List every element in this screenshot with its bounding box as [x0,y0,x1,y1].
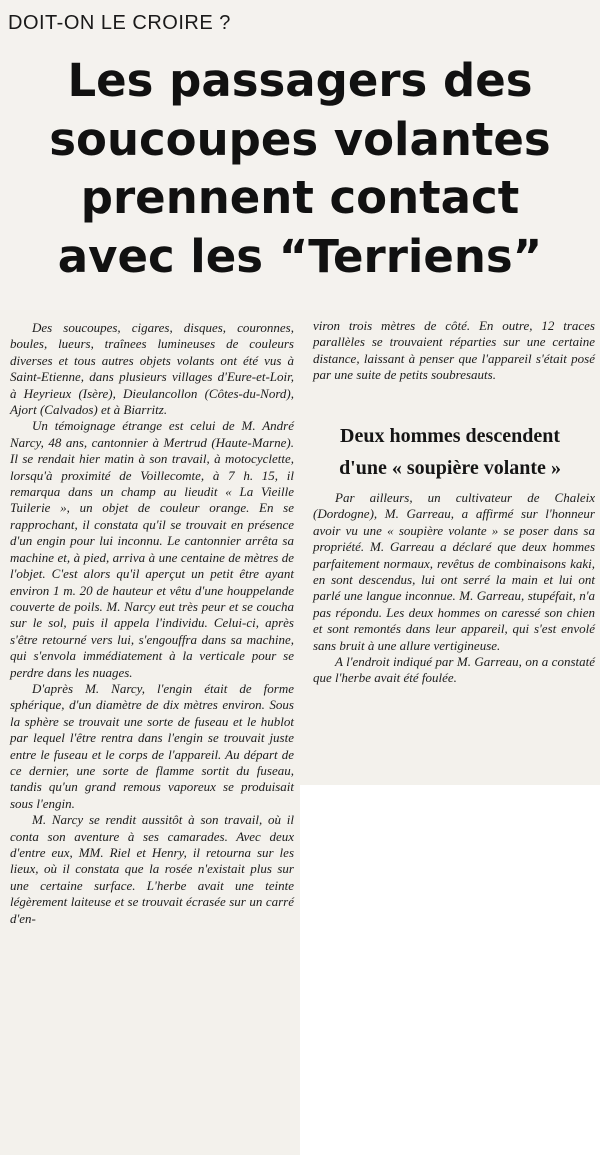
subheading [300,420,600,484]
paragraph-6: A l'endroit indiqué par M. Garreau, on a constaté que l'herbe avait été foulée. [313,654,595,686]
continuation-paragraph: viron trois mètres de côté. En outre, 12 traces parallèles se trouvaient réparties sur une certaine distance, laissant à penser que l'appareil s'était posé par une suite de petits soubresauts. [313,318,595,383]
right-column-continuation [313,318,595,384]
headline-line-2: soucoupes volantes [49,112,551,166]
paragraph-3: D'après M. Narcy, l'engin était de forme sphérique, d'un diamètre de dix mètres environ. Sous la sphère se trouvait une sorte de fuseau et le hublot par lequel l'être rentra dans l'engin se trouvait juste entre le fuseau et le corps de l'appareil. Au départ de ce dernier, une sorte de flamme sortit du fuseau, tandis qu'un grand remous vaporeux se produisait sous l'engin. [10,680,294,811]
kicker: DOIT-ON LE CROIRE ? [8,12,231,34]
subheading-line-1: Deux hommes descendent [340,425,560,447]
headline-line-3: prennent contact [80,171,520,224]
headline-line-4: avec les “Terriens” [57,229,543,283]
headline-line-1: Les passagers des [67,54,533,107]
paragraph-1: Des soucoupes, cigares, disques, couronnes, boules, lueurs, traînees lumineuses de couleurs diverses et tous autres objets volants ont été vus à Saint-Etienne, dans plusieurs villages d'Eure-et-Loir, à Heyrieux (Isère), Dieulancollon (Côtes-du-Nord), Ajort (Calvados) et à Biarritz. [10,320,294,418]
paragraph-5: Par ailleurs, un cultivateur de Chaleix (Dordogne), M. Garreau, a affirmé sur l'honneur avoir vu une « soupière volante » se poser dans sa propriété. M. Garreau a déclaré que deux hommes parfaitement normaux, revêtus de combinaisons kaki, en sont descendus, lui ont serré la main et lui ont parlé une langue inconnue. M. Garreau, stupéfait, n'a pas répondu. Les deux hommes on caressé son chien et sont remontés dans leur appareil, qui s'est envolé sans bruit à une allure vertigineuse. [313,490,595,653]
paragraph-2: Un témoignage étrange est celui de M. André Narcy, 48 ans, cantonnier à Mertrud (Haute-Marne). Il se rendait hier matin à son travail, à motocyclette, lorsqu'à proximité de Voillecomte, à 7 h. 15, il remarqua dans un champ au lieudit « La Vieille Tuilerie », un objet de couleur orange. En se rapprochant, il constata qu'il se trouvait en présence d'un engin pour lui inconnu. Le cantonnier arrêta sa machine et, à pied, arriva à une centaine de mètres de l'objet. C'est alors qu'il aperçut un petit être ayant environ 1 m. 20 de hauteur et vêtu d'une houppelande couverte de poils. M. Narcy eut très peur et se coucha sur le sol, puis il appela l'individu. Celui-ci, après s'être retourné vers lui, s'engouffra dans sa machine, qui s'envola immédiatement à la verticale pour se perdre dans les nuages. [10,418,294,680]
paragraph-4: M. Narcy se rendit aussitôt à son travail, où il conta son aventure à ses camarades. Avec deux d'entre eux, MM. Riel et Henry, il retourna sur les lieux, où il constata que la rosée n'existait plus sur une certaine surface. L'herbe avait une teinte légèrement laiteuse et se trouvait écrasée sur un carré d'en- [10,812,294,926]
right-column-body [313,490,595,687]
subheading-line-2: d'une « soupière volante » [339,457,561,479]
headline [0,52,600,286]
left-column [10,320,294,927]
